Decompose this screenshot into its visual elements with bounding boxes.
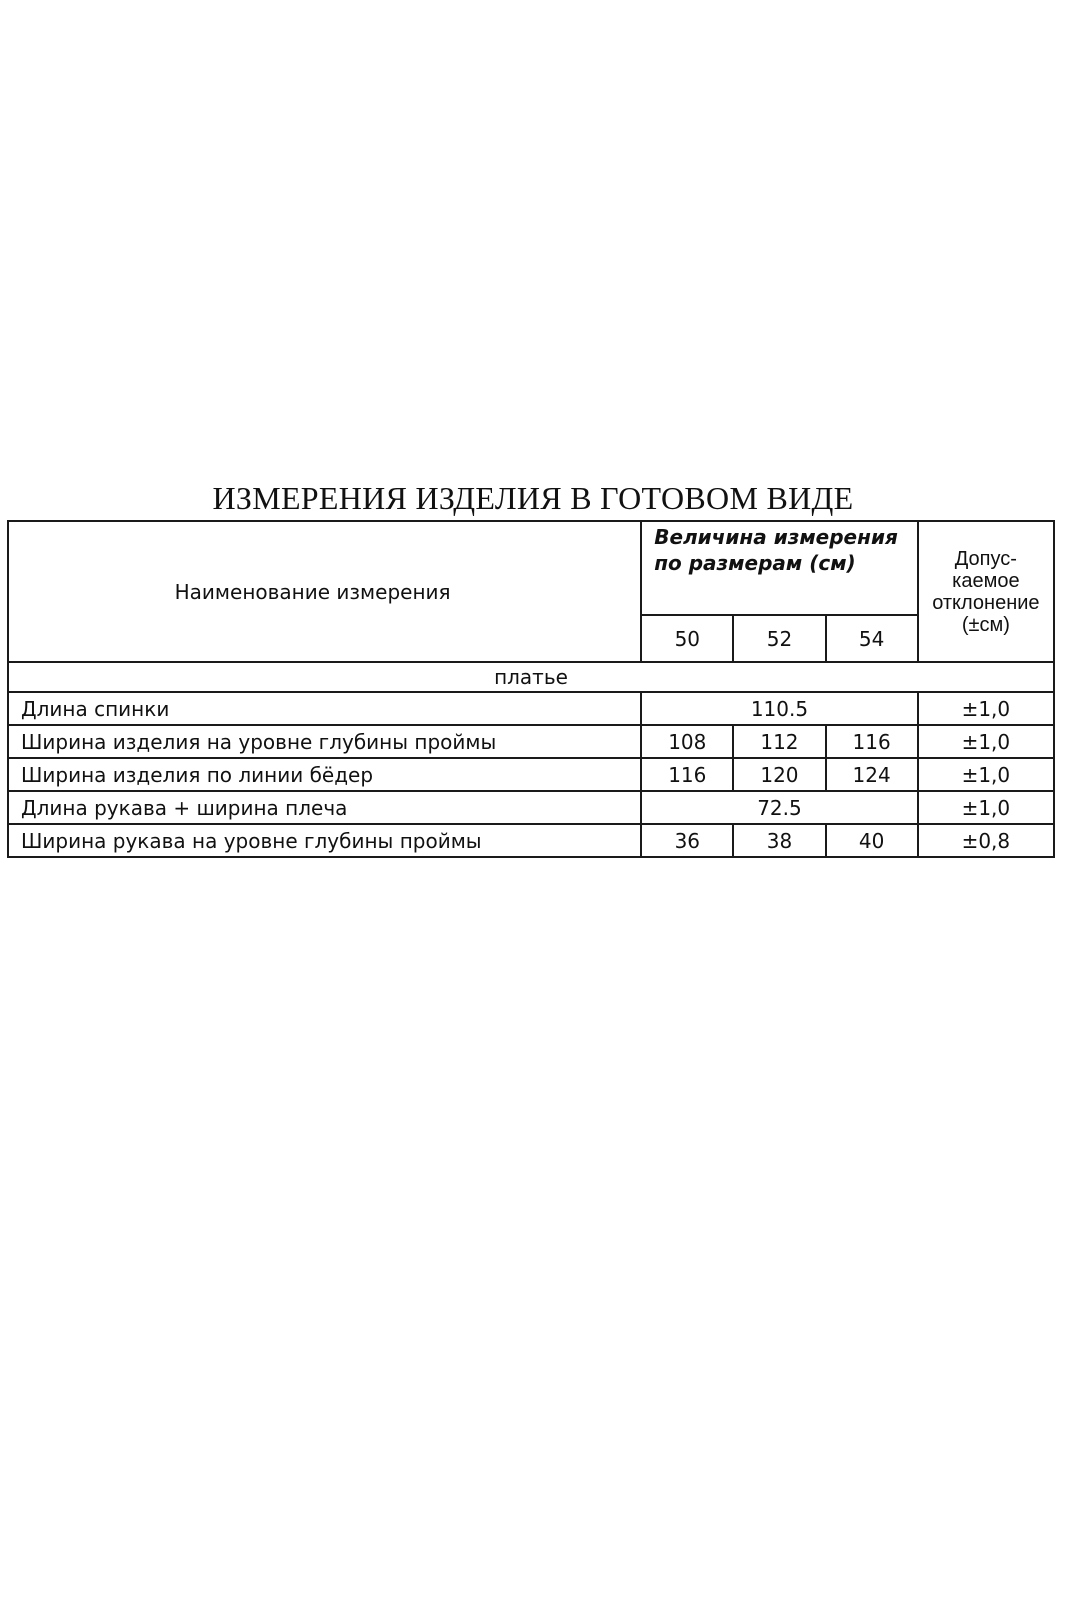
header-row	[8, 521, 1054, 615]
row-value-merged: 110.5	[641, 692, 918, 725]
row-tolerance: ±1,0	[918, 791, 1054, 824]
header-measurement-name: Наименование измерения	[8, 521, 641, 662]
row-tolerance: ±0,8	[918, 824, 1054, 857]
document-title: ИЗМЕРЕНИЯ ИЗДЕЛИЯ В ГОТОВОМ ВИДЕ	[212, 480, 854, 516]
row-value-52: 112	[733, 725, 825, 758]
row-tolerance: ±1,0	[918, 725, 1054, 758]
header-tolerance: Допус- каемое отклонение (±см)	[918, 521, 1054, 662]
row-value-54: 40	[826, 824, 918, 857]
section-row	[8, 662, 1054, 692]
row-name: Ширина рукава на уровне глубины проймы	[8, 824, 641, 857]
row-value-merged: 72.5	[641, 791, 918, 824]
table-row	[8, 725, 1054, 758]
measurements-table	[7, 520, 1055, 858]
row-value-50: 108	[641, 725, 733, 758]
row-value-52: 38	[733, 824, 825, 857]
row-tolerance: ±1,0	[918, 758, 1054, 791]
row-value-50: 116	[641, 758, 733, 791]
row-value-54: 116	[826, 725, 918, 758]
table-row	[8, 758, 1054, 791]
header-size-group: Величина измерения по размерам (см)	[641, 521, 918, 615]
header-size-52: 52	[733, 615, 825, 662]
header-size-50: 50	[641, 615, 733, 662]
table-row	[8, 791, 1054, 824]
table-row	[8, 824, 1054, 857]
row-name: Длина спинки	[8, 692, 641, 725]
row-name: Длина рукава + ширина плеча	[8, 791, 641, 824]
row-value-52: 120	[733, 758, 825, 791]
header-size-54: 54	[826, 615, 918, 662]
row-value-54: 124	[826, 758, 918, 791]
row-tolerance: ±1,0	[918, 692, 1054, 725]
row-name: Ширина изделия на уровне глубины проймы	[8, 725, 641, 758]
row-value-50: 36	[641, 824, 733, 857]
section-label: платье	[8, 662, 1054, 692]
table-row	[8, 692, 1054, 725]
row-name: Ширина изделия по линии бёдер	[8, 758, 641, 791]
